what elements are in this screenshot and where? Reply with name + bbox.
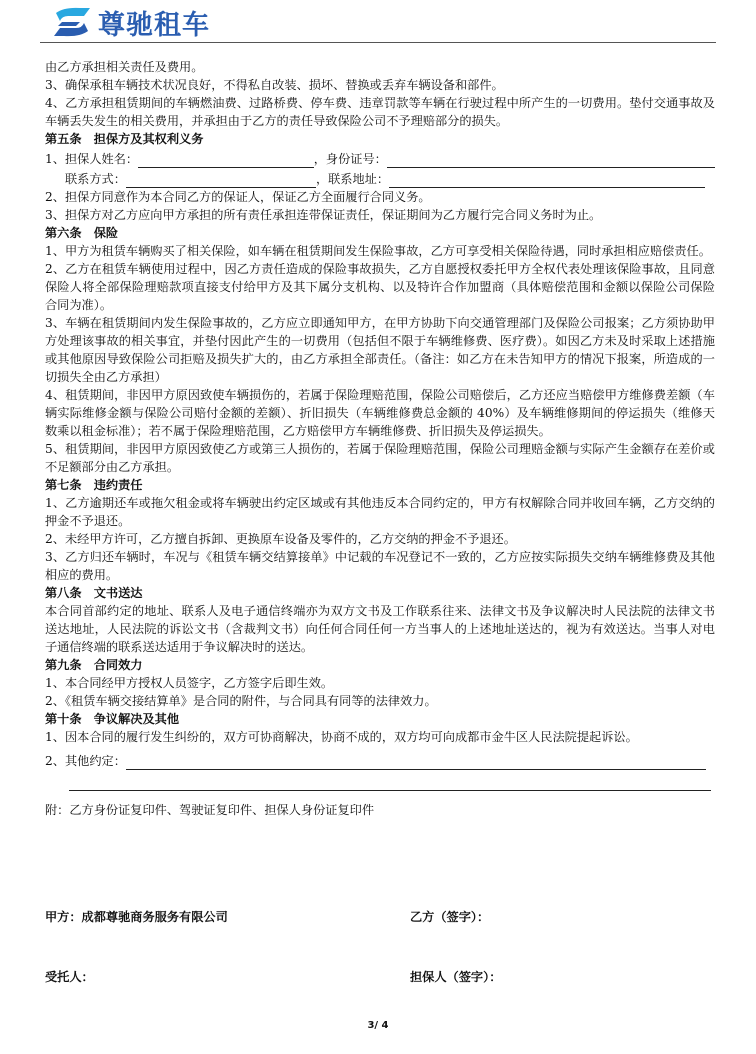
guarantor-id-field[interactable] [387,153,715,168]
clause-text: 3、乙方归还车辆时，车况与《租赁车辆交结算接单》中记载的车况登记不一致的，乙方应按实际损失交纳车辆维修费及其他相应的费用。 [45,550,715,582]
article-5-heading: 第五条 担保方及其权利义务 [45,132,204,146]
article-8-heading: 第八条 文书送达 [45,586,143,600]
guarantor-address-label: ，联系地址： [315,172,390,186]
guarantor-name-label: 1、担保人姓名： [45,152,139,166]
clause-text: 1、乙方逾期还车或拖欠租金或将车辆驶出约定区域或有其他违反本合同约定的，甲方有权解除合同并收回车辆，乙方交纳的押金不予退还。 [45,496,715,528]
logo-text: 尊驰租车 [98,9,210,41]
clause-text: 2、未经甲方许可，乙方擅自拆卸、更换原车设备及零件的，乙方交纳的押金不予退还。 [45,532,516,546]
page-number: 3/ 4 [367,1020,389,1031]
guarantor-contact-label: 联系方式： [65,172,126,186]
clause-text: 3、确保承租车辆技术状况良好，不得私自改装、损坏、替换或丢弃车辆设备和部件。 [45,78,504,92]
contract-body [45,58,715,819]
other-terms-field-2[interactable] [69,770,711,791]
guarantor-id-label: ，身份证号： [313,152,387,166]
guarantor-contact-field[interactable] [126,173,316,188]
guarantor-name-row [45,148,715,168]
clause-text: 2、《租赁车辆交接结算单》是合同的附件，与合同具有同等的法律效力。 [45,694,437,708]
clause-text: 本合同首部约定的地址、联系人及电子通信终端亦为双方文书及工作联系往来、法律文书及争议解决时人民法院的法律文书送达地址，人民法院的诉讼文书（含裁判文书）向任何合同任何一方当事人的上述地址送达的，视为有效送达。当事人对电子通信终端的联系送达适用于争议解决时的送达。 [45,604,715,654]
clause-text: 1、甲方为租赁车辆购买了相关保险，如车辆在租赁期间发生保险事故，乙方可享受相关保险待遇，同时承担相应赔偿责任。 [45,244,711,258]
other-terms-field[interactable] [126,755,706,770]
header-divider [40,42,716,43]
clause-text: 2、担保方同意作为本合同乙方的保证人，保证乙方全面履行合同义务。 [45,190,431,204]
logo-mark-icon [50,5,94,39]
clause-text: 1、本合同经甲方授权人员签字，乙方签字后即生效。 [45,676,334,690]
clause-text: 4、乙方承担租赁期间的车辆燃油费、过路桥费、停车费、违章罚款等车辆在行驶过程中所产生的一切费用。垫付交通事故及车辆丢失发生的相关费用，并承担由于乙方的责任导致保险公司不予理赔部分的损失。 [45,96,715,128]
article-7-heading: 第七条 违约责任 [45,478,143,492]
page-header [0,0,756,44]
article-10-heading: 第十条 争议解决及其他 [45,712,180,726]
other-terms-label: 2、其他约定： [45,754,126,768]
company-logo [50,4,210,40]
agent-signature: 受托人： [45,970,94,984]
clause-text: 5、租赁期间，非因甲方原因致使乙方或第三人损伤的，若属于保险理赔范围，保险公司理赔金额与实际产生金额存在差价或不足额部分由乙方承担。 [45,442,715,474]
attachments-note: 附：乙方身份证复印件、驾驶证复印件、担保人身份证复印件 [45,803,375,817]
other-terms-row [45,750,715,770]
article-6-heading: 第六条 保险 [45,226,119,240]
guarantor-signature: 担保人（签字）： [410,970,502,984]
party-b-signature: 乙方（签字）： [410,910,490,924]
guarantor-contact-row [45,168,715,188]
article-9-heading: 第九条 合同效力 [45,658,143,672]
clause-text: 1、因本合同的履行发生纠纷的，双方可协商解决，协商不成的，双方均可向成都市金牛区人民法院提起诉讼。 [45,730,638,744]
party-a-signature: 甲方：成都尊驰商务服务有限公司 [45,910,228,924]
clause-text: 4、租赁期间，非因甲方原因致使车辆损伤的，若属于保险理赔范围，保险公司赔偿后，乙方还应当赔偿甲方维修费差额（车辆实际维修金额与保险公司赔付金额的差额）、折旧损失（车辆维修费总金额的 40%）及车辆维修期间的停运损失（维修天数乘以租金标准）；若不属于保险理赔范围，乙方赔偿甲方车辆维修费、折旧损失及停运损失。 [45,388,715,438]
guarantor-address-field[interactable] [389,173,705,188]
clause-text: 由乙方承担相关责任及费用。 [45,60,204,74]
guarantor-name-field[interactable] [138,153,314,168]
clause-text: 2、乙方在租赁车辆使用过程中，因乙方责任造成的保险事故损失，乙方自愿授权委托甲方全权代表处理该保险事故，且同意保险人将全部保险理赔款项直接支付给甲方及其下属分支机构、以及特许合作加盟商（具体赔偿范围和金额以保险公司保险合同为准）。 [45,262,715,312]
clause-text: 3、车辆在租赁期间内发生保险事故的，乙方应立即通知甲方，在甲方协助下向交通管理部门及保险公司报案；乙方须协助甲方处理该事故的相关事宜，并垫付因此产生的一切费用（包括但不限于车辆维修费、医疗费）。如因乙方未及时采取上述措施或其他原因导致保险公司拒赔及损失扩大的，由乙方承担全部责任。（备注：如乙方在未告知甲方的情况下报案，所造成的一切损失全由乙方承担） [45,316,715,384]
clause-text: 3、担保方对乙方应向甲方承担的所有责任承担连带保证责任，保证期间为乙方履行完合同义务时为止。 [45,208,602,222]
